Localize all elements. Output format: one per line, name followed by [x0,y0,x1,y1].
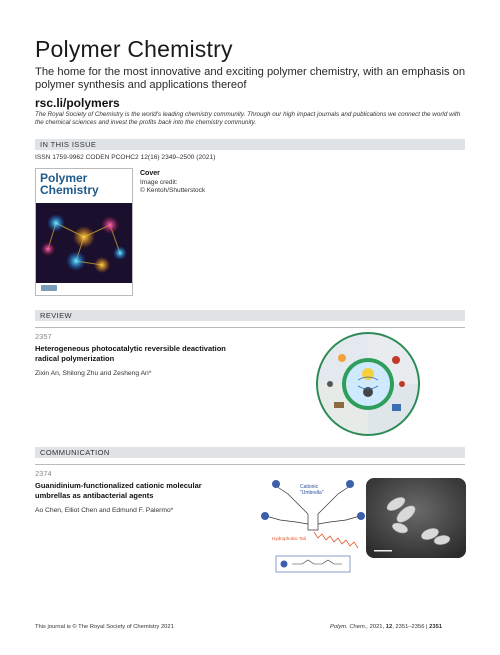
credit-line-2: © Kentoh/Shutterstock [140,187,206,194]
hydrophobic-tail-label: Hydrophobic Tail [272,536,306,541]
umbrella-label: "Umbrella" [300,490,324,496]
review-graphical-abstract [312,330,424,438]
communication-divider [35,464,465,465]
communication-title[interactable]: Guanidinium-functionalized cationic molecular umbrellas as antibacterial agents [35,481,202,500]
cationic-label: Cationic [300,484,319,490]
cover-image[interactable] [35,168,133,296]
communication-authors: Ao Chen, Elliot Chen and Edmund F. Palermo* [35,507,174,514]
footer-year: 2021, [368,624,386,630]
section-review: REVIEW [35,310,465,321]
footer-copyright: This journal is © The Royal Society of Chemistry 2021 [35,624,174,630]
footer-journal-abbrev: Polym. Chem., [330,624,369,630]
sem-micrograph [366,478,466,558]
review-page-number: 2357 [35,332,52,341]
section-communication: COMMUNICATION [35,447,465,458]
review-divider [35,327,465,328]
journal-url[interactable]: rsc.li/polymers [35,96,120,110]
section-in-this-issue: IN THIS ISSUE [35,139,465,150]
issn-line: ISSN 1759-9962 CODEN PCOHC2 12(16) 2349–2500 (2021) [35,154,216,161]
review-title[interactable]: Heterogeneous photocatalytic reversible deactivation radical polymerization [35,344,226,363]
cover-journal-title [40,173,99,196]
footer-pages: , 2351–2356 | [392,624,430,630]
cover-title-line-1: Polymer [40,171,88,185]
cover-label: Cover [140,170,160,177]
image-credit [140,179,205,195]
rsc-logo [41,285,57,291]
rsc-blurb: The Royal Society of Chemistry is the world's leading chemistry community. Through our high impact journals and publications we connect the world with the chemical sciences and invest the profits back into the chemistry community. [35,111,461,126]
credit-line-1: Image credit: [140,179,178,186]
cover-artwork [36,203,132,283]
footer-page-number: 2351 [429,624,443,630]
footer-volume: 12 [385,624,393,630]
communication-molecule-diagram [258,474,368,580]
review-authors: Zixin An, Shilong Zhu and Zesheng An* [35,370,152,377]
journal-tagline: The home for the most innovative and exciting polymer chemistry, with an emphasis on polymer synthesis and applications thereof [35,66,466,91]
journal-title: Polymer Chemistry [35,36,233,62]
footer-citation [330,624,442,630]
communication-page-number: 2374 [35,469,52,478]
cover-title-line-2: Chemistry [40,182,99,197]
